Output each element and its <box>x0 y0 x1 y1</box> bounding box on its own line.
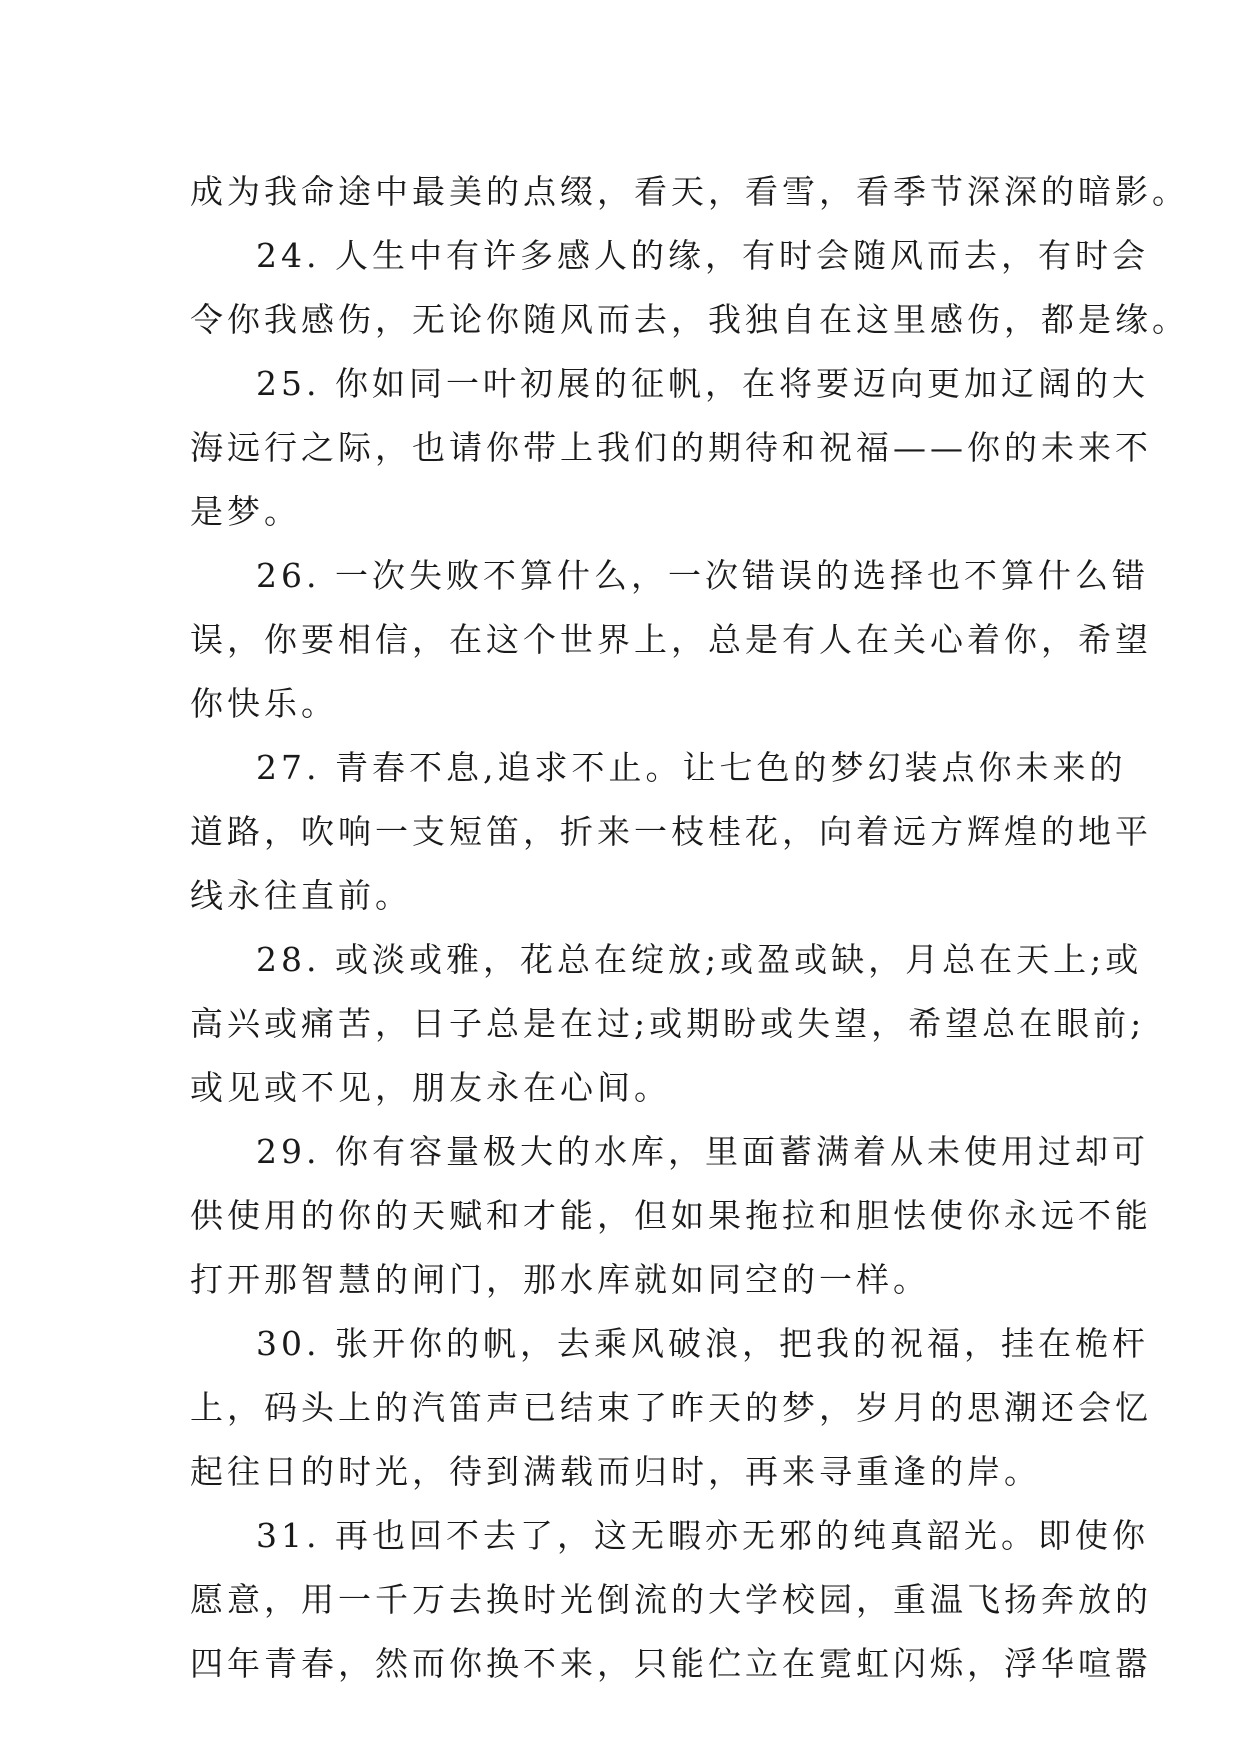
text-line: 误，你要相信，在这个世界上，总是有人在关心着你，希望 <box>190 620 1152 659</box>
text-line: 四年青春，然而你换不来，只能伫立在霓虹闪烁，浮华喧嚣 <box>190 1644 1152 1683</box>
text-line: 高兴或痛苦，日子总是在过;或期盼或失望，希望总在眼前; <box>190 1004 1146 1043</box>
text-line: 打开那智慧的闸门，那水库就如同空的一样。 <box>190 1260 930 1299</box>
text-line: 29. 你有容量极大的水库，里面蓄满着从未使用过却可 <box>256 1132 1149 1171</box>
text-line: 海远行之际，也请你带上我们的期待和祝福——你的未来不 <box>190 428 1152 467</box>
text-line: 成为我命途中最美的点缀，看天，看雪，看季节深深的暗影。 <box>190 172 1189 211</box>
text-line: 你快乐。 <box>190 684 338 723</box>
text-line: 道路，吹响一支短笛，折来一枝桂花，向着远方辉煌的地平 <box>190 812 1152 851</box>
text-line: 30. 张开你的帆，去乘风破浪，把我的祝福，挂在桅杆 <box>256 1324 1149 1363</box>
text-line: 26. 一次失败不算什么，一次错误的选择也不算什么错 <box>256 556 1149 595</box>
text-line: 愿意，用一千万去换时光倒流的大学校园，重温飞扬奔放的 <box>190 1580 1152 1619</box>
text-line: 是梦。 <box>190 492 301 531</box>
text-line: 起往日的时光，待到满载而归时，再来寻重逢的岸。 <box>190 1452 1041 1491</box>
document-page <box>190 160 1189 1696</box>
text-line: 25. 你如同一叶初展的征帆，在将要迈向更加辽阔的大 <box>256 364 1149 403</box>
text-line: 上，码头上的汽笛声已结束了昨天的梦，岁月的思潮还会忆 <box>190 1388 1152 1427</box>
text-line: 27. 青春不息,追求不止。让七色的梦幻装点你未来的 <box>256 748 1127 787</box>
text-line: 31. 再也回不去了，这无暇亦无邪的纯真韶光。即使你 <box>256 1516 1149 1555</box>
text-line: 28. 或淡或雅，花总在绽放;或盈或缺，月总在天上;或 <box>256 940 1143 979</box>
text-line: 令你我感伤，无论你随风而去，我独自在这里感伤，都是缘。 <box>190 300 1189 339</box>
text-line: 或见或不见，朋友永在心间。 <box>190 1068 671 1107</box>
text-line: 供使用的你的天赋和才能，但如果拖拉和胆怯使你永远不能 <box>190 1196 1152 1235</box>
text-line: 线永往直前。 <box>190 876 412 915</box>
text-line: 24. 人生中有许多感人的缘，有时会随风而去，有时会 <box>256 236 1149 275</box>
